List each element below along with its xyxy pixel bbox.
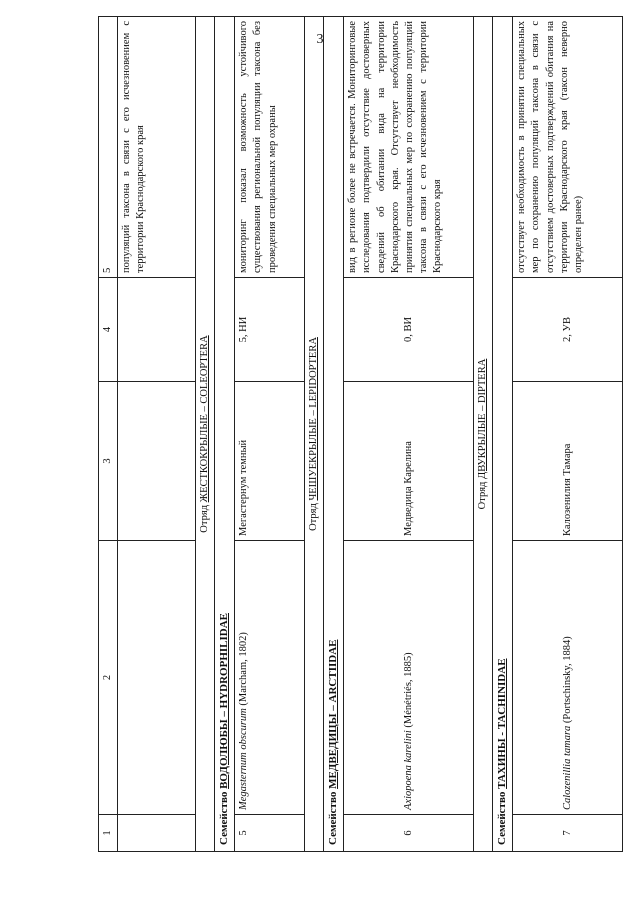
cell-category <box>118 278 196 382</box>
latin-name: Megasternum obscurum <box>238 708 250 810</box>
family-prefix: Семейство <box>496 788 509 845</box>
rotated-table-container <box>98 21 584 852</box>
species-table <box>98 16 623 852</box>
cell-status: вид в регионе более не встречается. Мониторинговые исследования подтвердили отсутствие достоверных сведений об обитании вида на территории Краснодарского края. Отсутствует необходимость принятия специальных мер по сохранению популяций таксона в связи с его исчезновением с территории Краснодарского края <box>344 17 474 278</box>
order-row <box>474 17 493 852</box>
family-heading <box>215 17 235 852</box>
latin-name: Axiopoena karelini <box>402 730 414 810</box>
table-row <box>235 17 305 852</box>
cell-name <box>513 541 623 815</box>
cell-category: 2, УВ <box>513 278 623 382</box>
order-prefix: Отряд <box>308 500 320 531</box>
table-row-continuation <box>118 17 196 852</box>
cell-russian: Калозенилия Тамара <box>513 382 623 541</box>
author: (Marcham, 1802) <box>238 632 250 709</box>
family-row <box>493 17 513 852</box>
family-name: ВОДОЛЮБЫ – HYDROPHILIDAE <box>218 613 231 789</box>
header-col-1: 1 <box>99 815 118 852</box>
page-number: 3 <box>316 32 324 47</box>
family-name: МЕДВЕДИЦЫ – ARCTIIDAE <box>327 639 340 789</box>
header-col-2: 2 <box>99 541 118 815</box>
family-row <box>215 17 235 852</box>
cell-status: отсутствует необходимость в принятии специальных мер по сохранению популяций таксона в связи с отсутствием достоверных подтверждений обитания на территории Краснодарского края (таксон неверно определен ранее) <box>513 17 623 278</box>
cell-num <box>118 815 196 852</box>
order-heading <box>305 17 324 852</box>
author: (Portschinsky, 1884) <box>561 636 573 726</box>
author: (Ménétriés, 1885) <box>402 652 414 731</box>
order-name: ЧЕШУЕКРЫЛЫЕ – LEPIDOPTERA <box>308 337 320 501</box>
order-prefix: Отряд <box>199 502 211 533</box>
order-name: ЖЕСТКОКРЫЛЫЕ – COLEOPTERA <box>199 335 211 503</box>
family-heading <box>493 17 513 852</box>
order-heading <box>196 17 215 852</box>
latin-name: Calozenillia tamara <box>561 725 573 810</box>
family-prefix: Семейство <box>218 788 231 845</box>
order-heading <box>474 17 493 852</box>
cell-name <box>235 541 305 815</box>
family-name: ТАХИНЫ - TACHINIDAE <box>496 658 509 789</box>
order-row <box>196 17 215 852</box>
cell-category: 0, ВИ <box>344 278 474 382</box>
cell-name <box>344 541 474 815</box>
table-row <box>344 17 474 852</box>
cell-status: мониторинг показал возможность устойчивого существования региональной популяции таксона без проведения специальных мер охраны <box>235 17 305 278</box>
order-name: ДВУКРЫЛЫЕ – DIPTERA <box>477 358 489 479</box>
cell-category: 5, НИ <box>235 278 305 382</box>
cell-status: популяций таксона в связи с его исчезновением с территории Краснодарского края <box>118 17 196 278</box>
order-prefix: Отряд <box>477 478 489 510</box>
cell-russian: Медведица Карелина <box>344 382 474 541</box>
family-prefix: Семейство <box>327 788 340 845</box>
table-row <box>513 17 623 852</box>
family-row <box>324 17 344 852</box>
cell-russian: Мегастернум темный <box>235 382 305 541</box>
cell-num: 6 <box>344 815 474 852</box>
cell-num: 5 <box>235 815 305 852</box>
cell-russian <box>118 382 196 541</box>
header-col-5: 5 <box>99 17 118 278</box>
cell-num: 7 <box>513 815 623 852</box>
order-row <box>305 17 324 852</box>
header-col-4: 4 <box>99 278 118 382</box>
cell-name <box>118 541 196 815</box>
table-header-row <box>99 17 118 852</box>
family-heading <box>324 17 344 852</box>
header-col-3: 3 <box>99 382 118 541</box>
